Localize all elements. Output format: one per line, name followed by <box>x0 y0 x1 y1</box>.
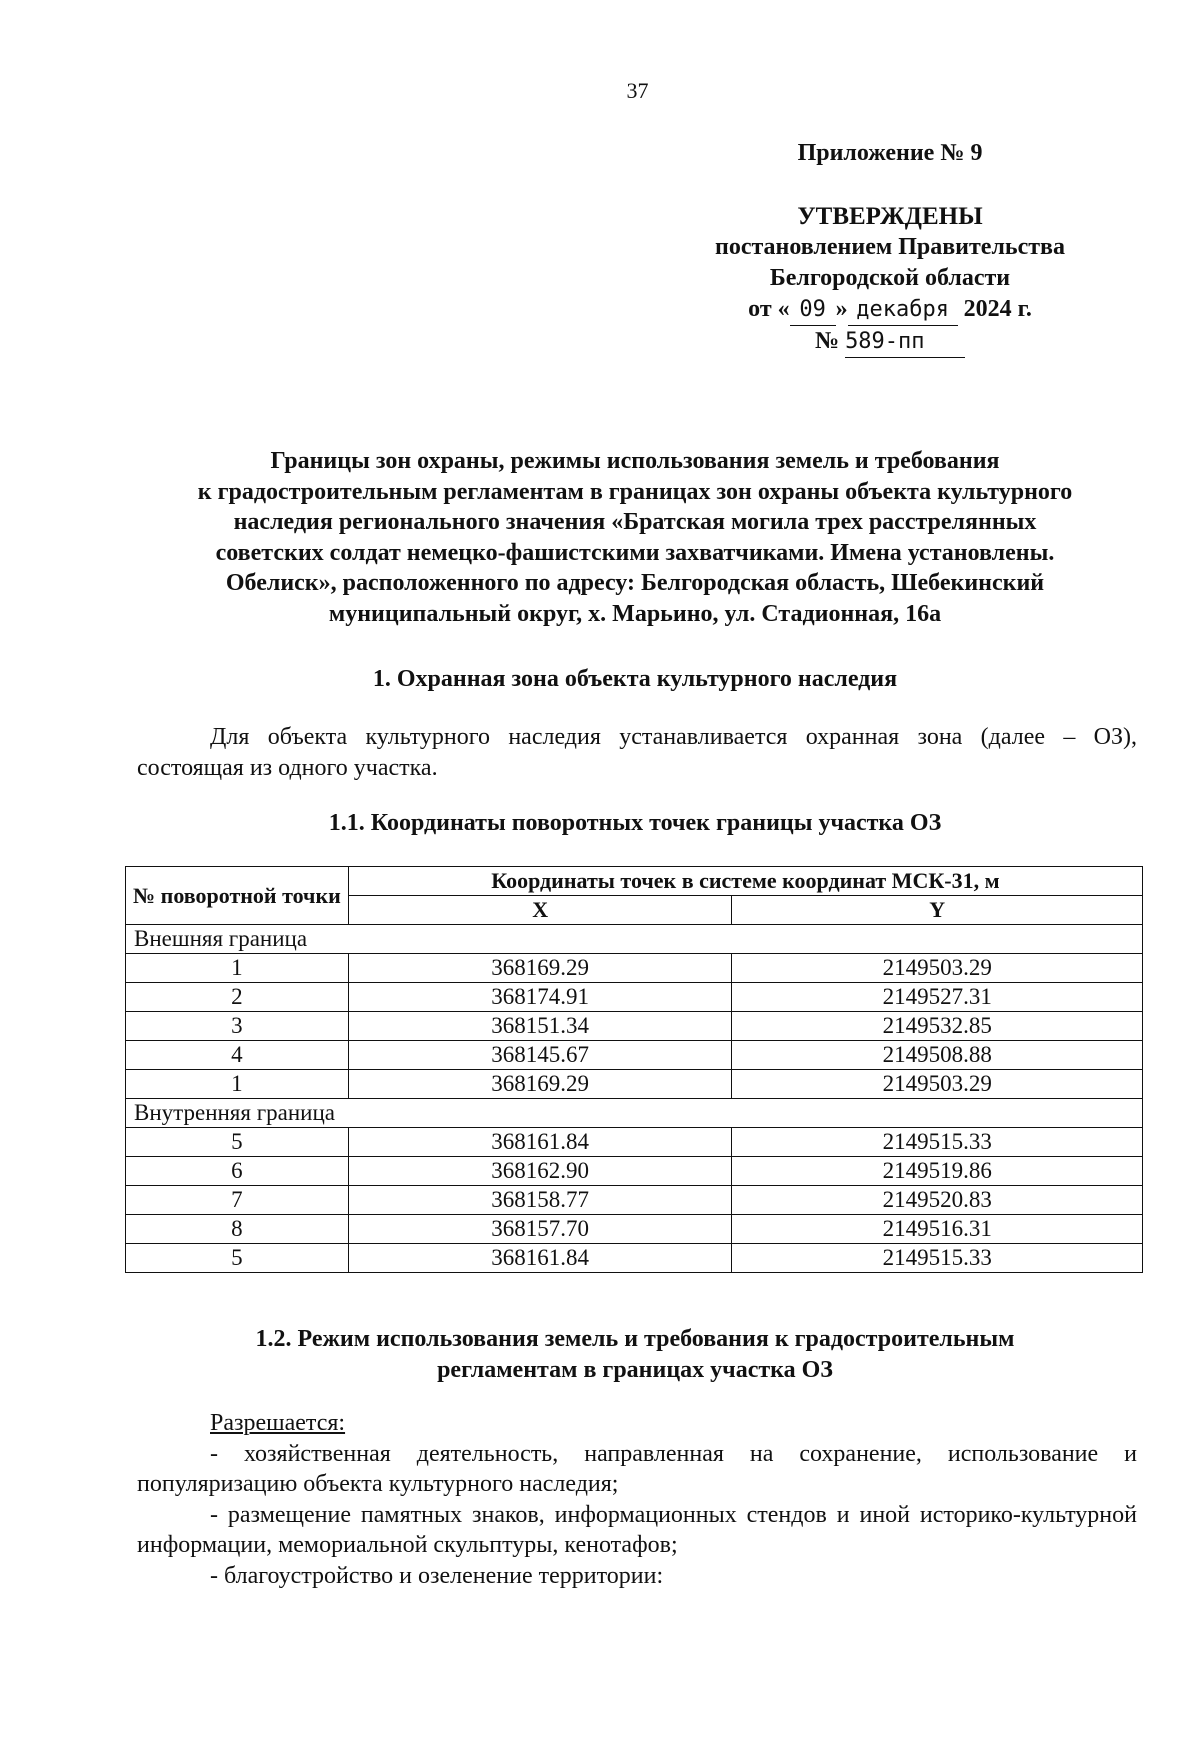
cell-point: 4 <box>126 1041 349 1070</box>
table-row <box>126 1070 1143 1099</box>
date-mid: » <box>835 296 848 322</box>
cell-x: 368157.70 <box>348 1215 732 1244</box>
allowed-item-text: - благоустройство и озеленение территории: <box>210 1562 664 1589</box>
cell-point: 5 <box>126 1244 349 1273</box>
section-1-title: 1. Охранная зона объекта культурного наследия <box>372 666 898 692</box>
table-header-row <box>126 867 1143 896</box>
cell-x: 368151.34 <box>348 1012 732 1041</box>
cell-point: 2 <box>126 983 349 1012</box>
cell-x: 368169.29 <box>348 1070 732 1099</box>
cell-x: 368174.91 <box>348 983 732 1012</box>
number-value: 589-пп <box>845 326 965 358</box>
cell-y: 2149516.31 <box>732 1215 1143 1244</box>
cell-point: 5 <box>126 1128 349 1157</box>
cell-point: 1 <box>126 1070 349 1099</box>
cell-y: 2149519.86 <box>732 1157 1143 1186</box>
cell-point: 3 <box>126 1012 349 1041</box>
intro-paragraph <box>137 722 1137 783</box>
allowed-item <box>137 1561 1137 1592</box>
header-x: X <box>348 896 732 925</box>
cell-y: 2149527.31 <box>732 983 1143 1012</box>
group-label: Внутренняя граница <box>126 1099 1143 1128</box>
table-row <box>126 1012 1143 1041</box>
cell-y: 2149515.33 <box>732 1128 1143 1157</box>
date-year: 2024 г. <box>963 296 1032 322</box>
group-row-outer <box>126 925 1143 954</box>
cell-x: 368169.29 <box>348 954 732 983</box>
approval-date <box>690 294 1090 326</box>
approval-block <box>690 138 1090 358</box>
table-row <box>126 1128 1143 1157</box>
cell-x: 368162.90 <box>348 1157 732 1186</box>
cell-x: 368158.77 <box>348 1186 732 1215</box>
title-line: Обелиск», расположенного по адресу: Белгородская область, Шебекинский <box>225 570 1045 596</box>
table-row <box>126 1186 1143 1215</box>
allowed-rules <box>137 1408 1137 1591</box>
allowed-item-text: - размещение памятных знаков, информационных стендов и иной историко-культурной информации, мемориальной скульптуры, кенотафов; <box>137 1501 1137 1558</box>
header-coordinates: Координаты точек в системе координат МСК-31, м <box>348 867 1142 896</box>
cell-x: 368161.84 <box>348 1128 732 1157</box>
title-line: Границы зон охраны, режимы использования земель и требования <box>270 448 1000 474</box>
title-line: к градостроительным регламентам в границах зон охраны объекта культурного <box>197 478 1073 505</box>
cell-point: 1 <box>126 954 349 983</box>
approval-line-2: Белгородской области <box>769 265 1011 291</box>
cell-y: 2149508.88 <box>732 1041 1143 1070</box>
cell-point: 6 <box>126 1157 349 1186</box>
cell-y: 2149532.85 <box>732 1012 1143 1041</box>
header-point-number: № поворотной точки <box>126 867 349 925</box>
allowed-label: Разрешается: <box>210 1410 346 1436</box>
approval-number <box>690 326 1090 358</box>
coordinates-table <box>125 866 1143 1273</box>
table-row <box>126 1157 1143 1186</box>
cell-x: 368161.84 <box>348 1244 732 1273</box>
title-line: наследия регионального значения «Братская могила трех расстрелянных <box>233 509 1037 535</box>
cell-y: 2149515.33 <box>732 1244 1143 1273</box>
date-prefix: от « <box>748 296 790 322</box>
cell-point: 7 <box>126 1186 349 1215</box>
section-1-2-line: 1.2. Режим использования земель и требования к градостроительным <box>255 1326 1015 1352</box>
intro-text: Для объекта культурного наследия устанавливается охранная зона (далее – ОЗ), состоящая из одного участка. <box>137 724 1137 781</box>
title-line: муниципальный округ, х. Марьино, ул. Стадионная, 16а <box>328 600 942 627</box>
cell-x: 368145.67 <box>348 1041 732 1070</box>
section-1-2-title <box>130 1324 1140 1385</box>
section-1-1-title: 1.1. Координаты поворотных точек границы участка ОЗ <box>328 810 942 836</box>
table-row <box>126 983 1143 1012</box>
cell-y: 2149503.29 <box>732 954 1143 983</box>
cell-point: 8 <box>126 1215 349 1244</box>
appendix-label: Приложение № 9 <box>797 140 983 166</box>
table-row <box>126 1041 1143 1070</box>
number-prefix: № <box>814 328 840 354</box>
section-1-2-line: регламентам в границах участка ОЗ <box>437 1356 833 1383</box>
title-line: советских солдат немецко-фашистскими захватчиками. Имена установлены. <box>215 539 1055 566</box>
cell-y: 2149503.29 <box>732 1070 1143 1099</box>
allowed-item-text: - хозяйственная деятельность, направленная на сохранение, использование и популяризацию объекта культурного наследия; <box>137 1440 1137 1497</box>
table-row <box>126 1215 1143 1244</box>
allowed-item <box>137 1500 1137 1561</box>
approved-label: УТВЕРЖДЕНЫ <box>797 203 983 230</box>
date-day: 09 <box>790 294 836 326</box>
date-month: декабря <box>848 294 958 326</box>
group-label: Внешняя граница <box>126 925 1143 954</box>
group-row-inner <box>126 1099 1143 1128</box>
cell-y: 2149520.83 <box>732 1186 1143 1215</box>
approval-line-1: постановлением Правительства <box>714 234 1065 260</box>
header-y: Y <box>732 896 1143 925</box>
document-title <box>130 446 1140 629</box>
page-number: 37 <box>626 78 649 103</box>
table-row <box>126 1244 1143 1273</box>
table-row <box>126 954 1143 983</box>
allowed-item <box>137 1439 1137 1500</box>
